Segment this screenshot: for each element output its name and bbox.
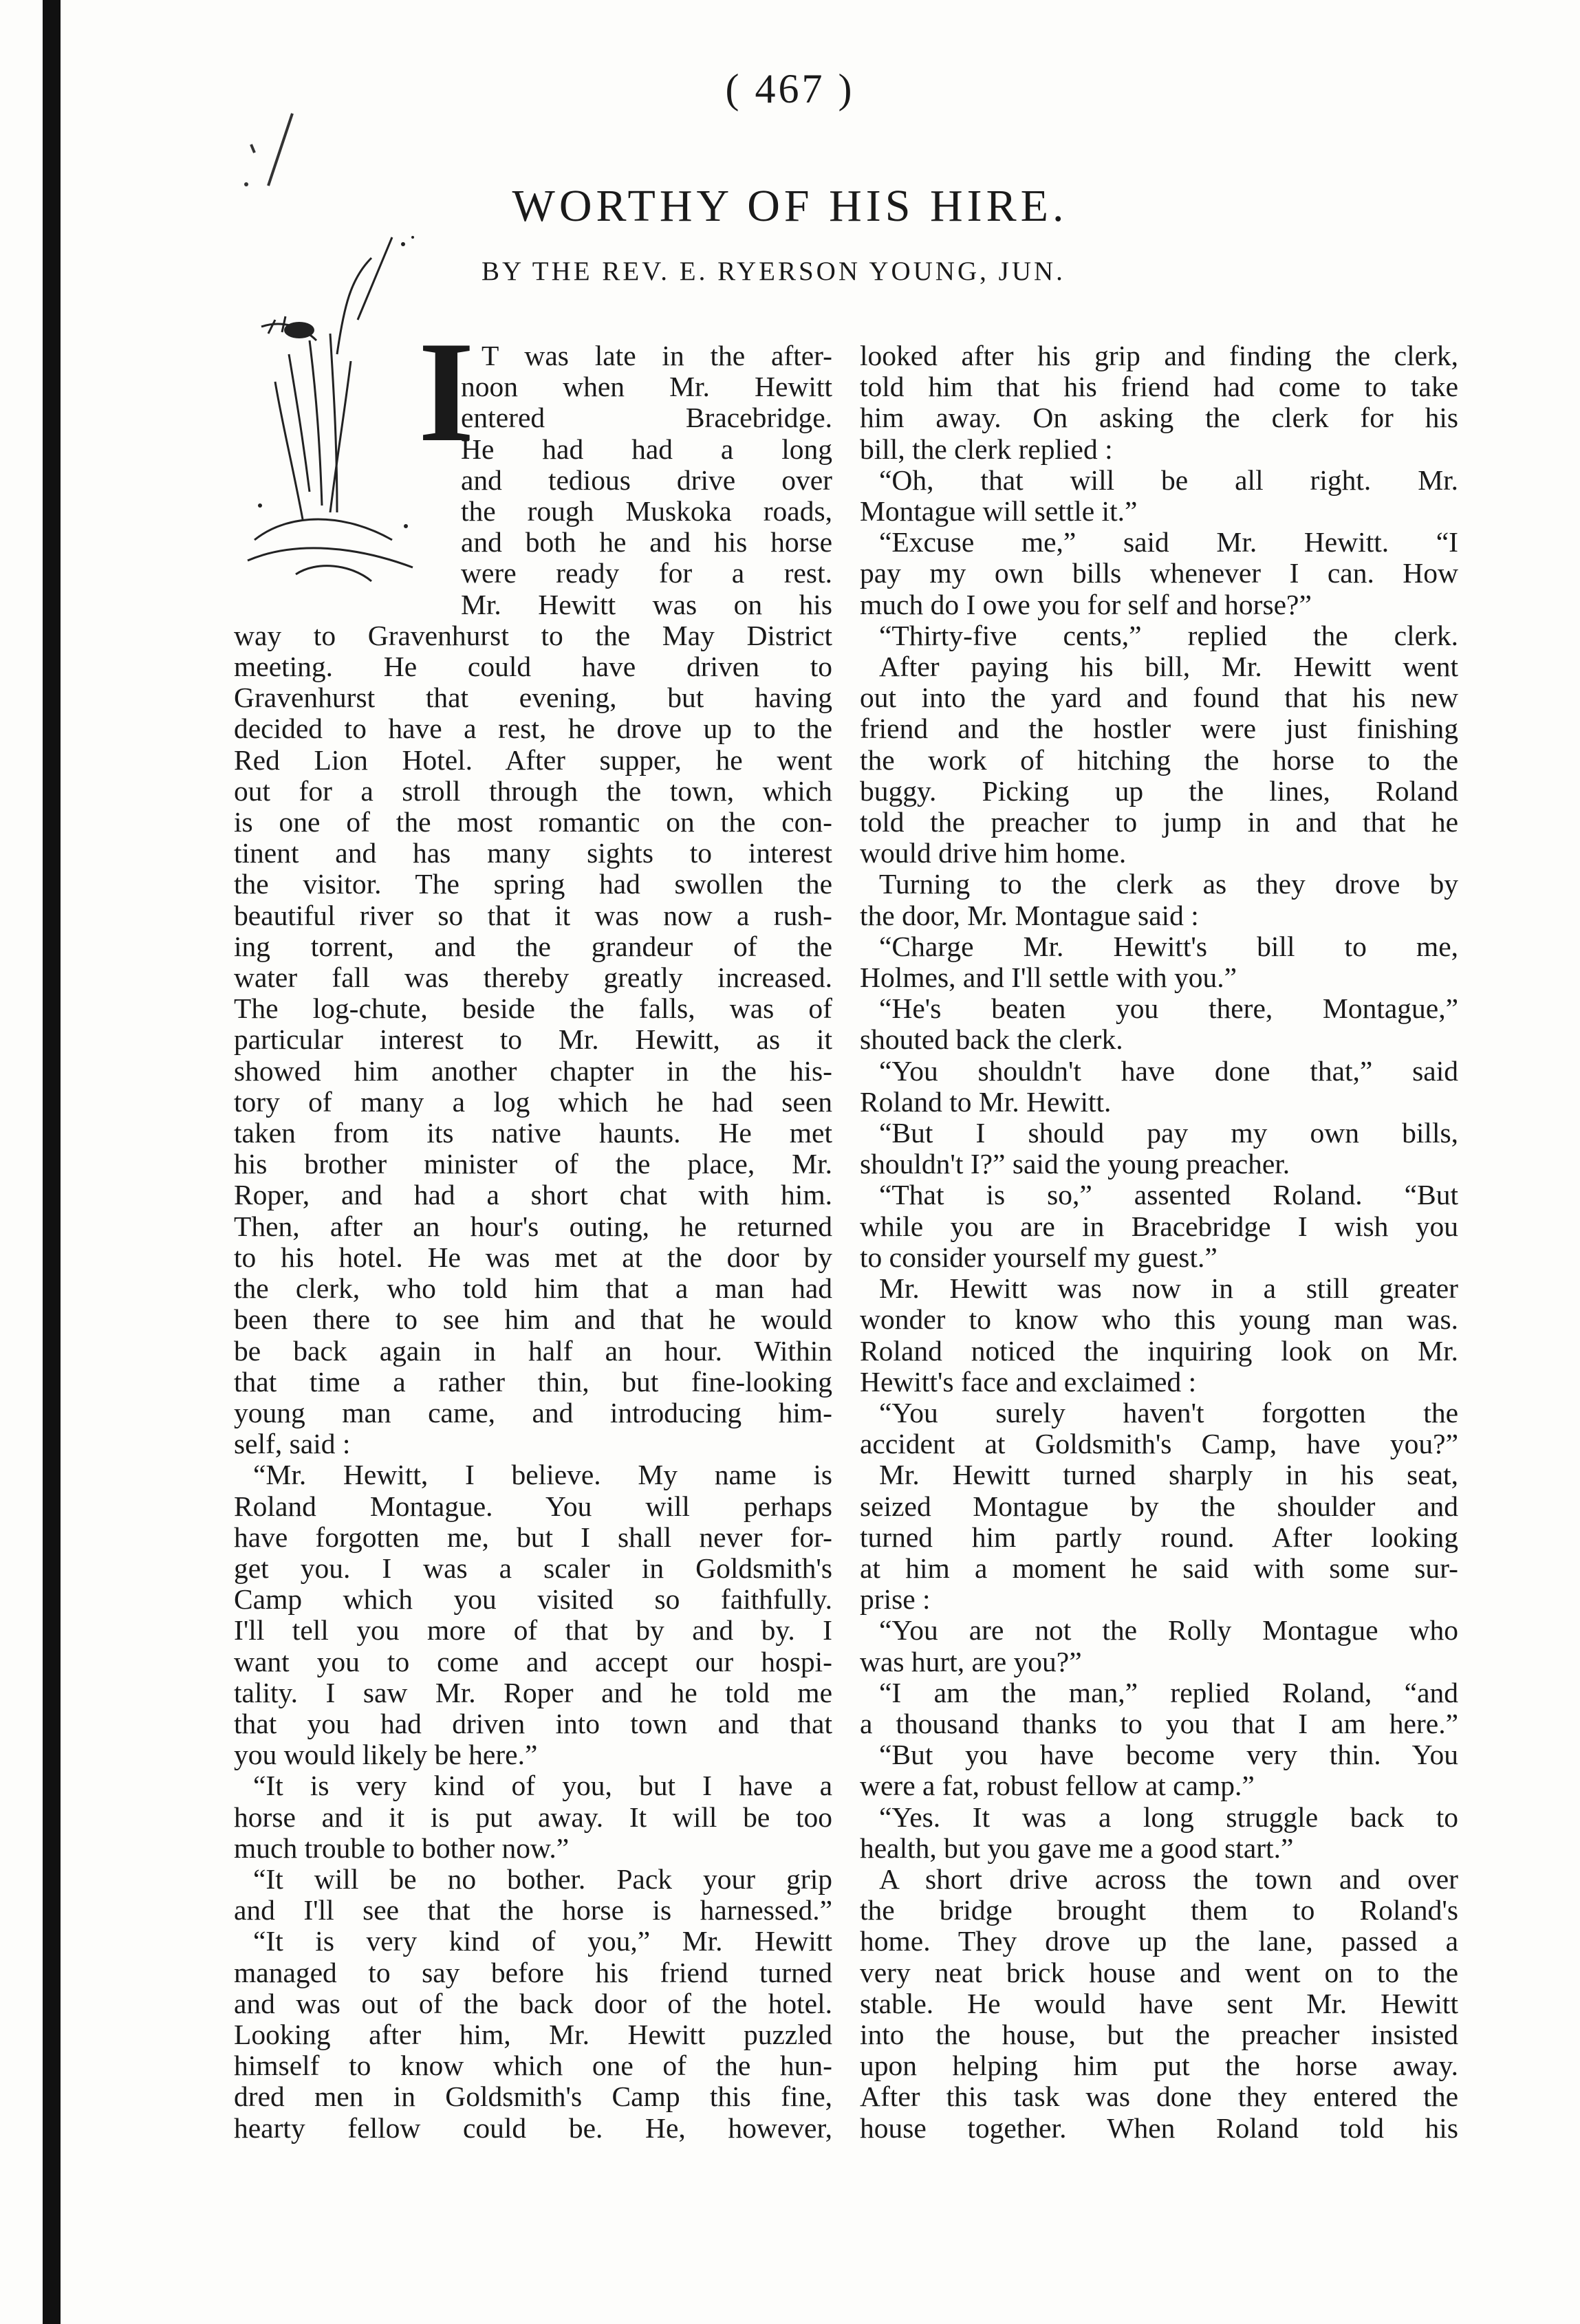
text-line: The log-chute, beside the falls, was of bbox=[234, 992, 832, 1025]
text-line: Roland to Mr. Hewitt. bbox=[860, 1085, 1112, 1118]
text-line: Roper, and had a short chat with him. bbox=[234, 1179, 832, 1211]
text-line: “That is so,” assented Roland. “But bbox=[879, 1179, 1458, 1211]
right-text-column bbox=[860, 340, 1458, 2144]
text-line: stable. He would have sent Mr. Hewitt bbox=[860, 1987, 1458, 2019]
text-line: were a fat, robust fellow at camp.” bbox=[860, 1770, 1255, 1802]
text-line: and both he and his horse bbox=[461, 526, 832, 558]
text-line: the work of hitching the horse to the bbox=[860, 743, 1458, 776]
text-line: bill, the clerk replied : bbox=[860, 433, 1113, 465]
text-line: “Oh, that will be all right. Mr. bbox=[879, 464, 1458, 496]
text-line: himself to know which one of the hun- bbox=[234, 2050, 832, 2082]
text-line: Red Lion Hotel. After supper, he went bbox=[234, 743, 832, 776]
text-line: much do I owe you for self and horse?” bbox=[860, 588, 1312, 620]
text-line: have forgotten me, but I shall never for- bbox=[234, 1521, 832, 1553]
text-line: “I am the man,” replied Roland, “and bbox=[879, 1676, 1458, 1708]
text-line: very neat brick house and went on to the bbox=[860, 1956, 1458, 1988]
text-line: taken from its native haunts. He met bbox=[234, 1117, 832, 1149]
text-line: was hurt, are you?” bbox=[860, 1645, 1082, 1677]
drop-cap-initial: I bbox=[418, 312, 475, 472]
article-title: WORTHY OF HIS HIRE. bbox=[512, 181, 1068, 231]
text-line: showed him another chapter in the his- bbox=[234, 1054, 832, 1087]
text-line: tality. I saw Mr. Roper and he told me bbox=[234, 1676, 832, 1708]
text-line: Camp which you visited so faithfully. bbox=[234, 1583, 832, 1616]
text-line: particular interest to Mr. Hewitt, as it bbox=[234, 1023, 832, 1056]
text-line: Mr. Hewitt was on his bbox=[461, 588, 832, 620]
text-line: tory of many a log which he had seen bbox=[234, 1085, 832, 1118]
text-line: A short drive across the town and over bbox=[879, 1863, 1458, 1895]
text-line: him away. On asking the clerk for his bbox=[860, 402, 1458, 434]
text-line: young man came, and introducing him- bbox=[234, 1396, 832, 1429]
text-line: his brother minister of the place, Mr. bbox=[234, 1148, 832, 1180]
text-line: “You are not the Rolly Montague who bbox=[879, 1614, 1458, 1647]
text-line: ing torrent, and the grandeur of the bbox=[234, 930, 832, 962]
text-line: dred men in Goldsmith's Camp this fine, bbox=[234, 2081, 832, 2113]
text-line: I'll tell you more of that by and by. I bbox=[234, 1614, 832, 1647]
text-line: Mr. Hewitt was now in a still greater bbox=[879, 1272, 1458, 1305]
text-line: health, but you gave me a good start.” bbox=[860, 1832, 1294, 1864]
text-line: turned him partly round. After looking bbox=[860, 1521, 1458, 1553]
text-line: is one of the most romantic on the con- bbox=[234, 806, 832, 838]
article-byline: BY THE REV. E. RYERSON YOUNG, JUN. bbox=[481, 257, 1065, 286]
text-line: meeting. He could have driven to bbox=[234, 651, 832, 683]
text-line: get you. I was a scaler in Goldsmith's bbox=[234, 1552, 832, 1584]
text-line: want you to come and accept our hospi- bbox=[234, 1645, 832, 1677]
text-line: and was out of the back door of the hotel. bbox=[234, 1987, 832, 2019]
text-line: while you are in Bracebridge I wish you bbox=[860, 1210, 1458, 1242]
text-line: decided to have a rest, he drove up to the bbox=[234, 713, 832, 745]
text-line: wonder to know who this young man was. bbox=[860, 1303, 1458, 1336]
text-line: Turning to the clerk as they drove by bbox=[879, 868, 1458, 900]
text-line: “But you have become very thin. You bbox=[879, 1739, 1458, 1771]
text-line: managed to say before his friend turned bbox=[234, 1956, 832, 1988]
text-line: “It will be no bother. Pack your grip bbox=[253, 1863, 832, 1895]
text-line: “It is very kind of you, but I have a bbox=[253, 1770, 832, 1802]
text-line: the door, Mr. Montague said : bbox=[860, 899, 1199, 931]
text-line: that you had driven into town and that bbox=[234, 1707, 832, 1739]
page-number: ( 467 ) bbox=[725, 66, 855, 111]
text-line: After this task was done they entered the bbox=[860, 2081, 1458, 2113]
text-line: and tedious drive over bbox=[461, 464, 832, 496]
text-line: “Yes. It was a long struggle back to bbox=[879, 1801, 1458, 1833]
text-line: much trouble to bother now.” bbox=[234, 1832, 570, 1864]
text-line: buggy. Picking up the lines, Roland bbox=[860, 774, 1458, 807]
text-line: looked after his grip and finding the clerk, bbox=[860, 340, 1458, 371]
left-text-column bbox=[234, 340, 832, 2144]
text-line: Mr. Hewitt turned sharply in his seat, bbox=[879, 1459, 1458, 1491]
text-line: to his hotel. He was met at the door by bbox=[234, 1241, 832, 1273]
text-line: hearty fellow could be. He, however, bbox=[234, 2111, 832, 2144]
text-line: were ready for a rest. bbox=[461, 557, 832, 589]
text-line: friend and the hostler were just finishing bbox=[860, 713, 1458, 745]
text-line: After paying his bill, Mr. Hewitt went bbox=[879, 651, 1458, 683]
text-line: the rough Muskoka roads, bbox=[461, 495, 832, 528]
text-line: “Charge Mr. Hewitt's bill to me, bbox=[879, 930, 1458, 962]
text-line: Montague will settle it.” bbox=[860, 495, 1138, 528]
text-line: self, said : bbox=[234, 1428, 351, 1460]
text-line: upon helping him put the horse away. bbox=[860, 2050, 1458, 2082]
text-line: Roland noticed the inquiring look on Mr. bbox=[860, 1334, 1458, 1367]
text-line: “Mr. Hewitt, I believe. My name is bbox=[253, 1459, 832, 1491]
text-line: would drive him home. bbox=[860, 837, 1127, 869]
text-line: entered Bracebridge. bbox=[461, 402, 832, 434]
text-line: be back again in half an hour. Within bbox=[234, 1334, 832, 1367]
text-line: at him a moment he said with some sur- bbox=[860, 1552, 1458, 1584]
text-line: “He's beaten you there, Montague,” bbox=[879, 992, 1458, 1025]
text-line: accident at Goldsmith's Camp, have you?” bbox=[860, 1428, 1458, 1460]
text-line: horse and it is put away. It will be too bbox=[234, 1801, 832, 1833]
text-line: you would likely be here.” bbox=[234, 1739, 538, 1771]
text-line: He had had a long bbox=[461, 433, 832, 465]
text-line: Hewitt's face and exclaimed : bbox=[860, 1365, 1197, 1398]
text-line: Looking after him, Mr. Hewitt puzzled bbox=[234, 2018, 832, 2050]
text-line: Holmes, and I'll settle with you.” bbox=[860, 962, 1237, 994]
text-line: been there to see him and that he would bbox=[234, 1303, 832, 1336]
text-line: “You shouldn't have done that,” said bbox=[879, 1054, 1458, 1087]
text-line: “You surely haven't forgotten the bbox=[879, 1396, 1458, 1429]
text-line: prise : bbox=[860, 1583, 931, 1616]
text-line: water fall was thereby greatly increased. bbox=[234, 962, 832, 994]
text-line: “Excuse me,” said Mr. Hewitt. “I bbox=[879, 526, 1458, 558]
text-line: “Thirty-five cents,” replied the clerk. bbox=[879, 619, 1458, 651]
text-line: pay my own bills whenever I can. How bbox=[860, 557, 1458, 589]
text-line: beautiful river so that it was now a rush- bbox=[234, 899, 832, 931]
text-line: T was late in the after- bbox=[481, 340, 832, 371]
text-line: “It is very kind of you,” Mr. Hewitt bbox=[253, 1925, 832, 1957]
text-line: told the preacher to jump in and that he bbox=[860, 806, 1458, 838]
text-line: shouldn't I?” said the young preacher. bbox=[860, 1148, 1290, 1180]
text-line: Gravenhurst that evening, but having bbox=[234, 682, 832, 714]
text-line: home. They drove up the lane, passed a bbox=[860, 1925, 1458, 1957]
text-line: a thousand thanks to you that I am here.” bbox=[860, 1707, 1458, 1739]
text-line: seized Montague by the shoulder and bbox=[860, 1490, 1458, 1522]
text-line: into the house, but the preacher insisted bbox=[860, 2018, 1458, 2050]
text-line: out for a stroll through the town, which bbox=[234, 774, 832, 807]
text-line: “But I should pay my own bills, bbox=[879, 1117, 1458, 1149]
text-line: house together. When Roland told his bbox=[860, 2111, 1458, 2144]
text-line: Roland Montague. You will perhaps bbox=[234, 1490, 832, 1522]
text-line: out into the yard and found that his new bbox=[860, 682, 1458, 714]
text-line: noon when Mr. Hewitt bbox=[461, 371, 832, 403]
text-line: Then, after an hour's outing, he returned bbox=[234, 1210, 832, 1242]
text-line: the clerk, who told him that a man had bbox=[234, 1272, 832, 1305]
text-line: the visitor. The spring had swollen the bbox=[234, 868, 832, 900]
page-binding-edge bbox=[43, 0, 61, 2324]
text-line: and I'll see that the horse is harnessed.” bbox=[234, 1894, 832, 1926]
text-line: that time a rather thin, but fine-looking bbox=[234, 1365, 832, 1398]
text-line: to consider yourself my guest.” bbox=[860, 1241, 1218, 1273]
text-line: way to Gravenhurst to the May District bbox=[234, 619, 832, 651]
text-line: the bridge brought them to Roland's bbox=[860, 1894, 1458, 1926]
text-line: tinent and has many sights to interest bbox=[234, 837, 832, 869]
text-line: shouted back the clerk. bbox=[860, 1023, 1123, 1056]
text-line: told him that his friend had come to take bbox=[860, 371, 1458, 403]
